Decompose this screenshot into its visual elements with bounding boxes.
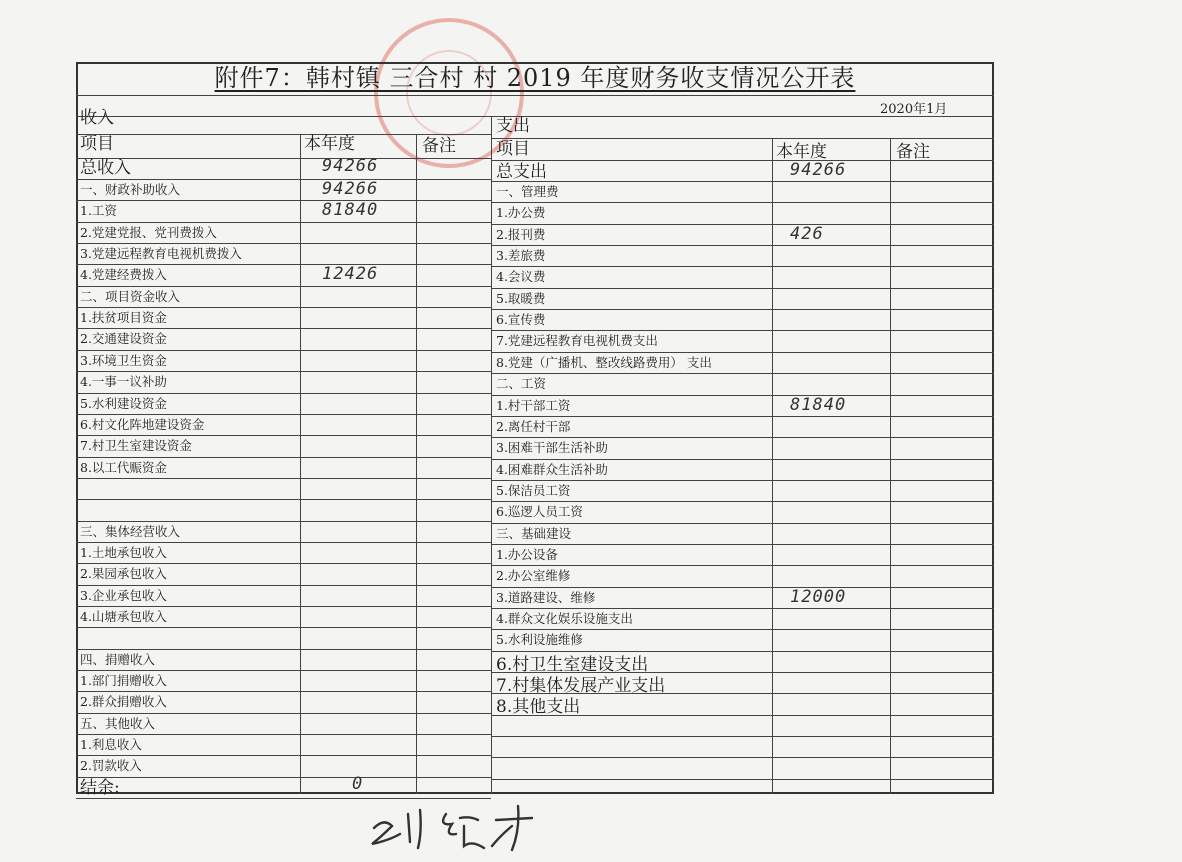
income-row-label: 一、财政补助收入 <box>80 182 181 197</box>
income-row-label: 8.以工代赈资金 <box>80 460 167 475</box>
income-row-rule <box>76 563 491 564</box>
expense-row-rule <box>491 330 994 331</box>
expense-row-rule <box>491 266 994 267</box>
expense-total-value: 94266 <box>790 160 847 180</box>
expense-row-rule <box>491 288 994 289</box>
title-rule <box>76 95 994 96</box>
income-row-label: 4.党建经费拨入 <box>80 267 167 282</box>
income-row-label: 3.企业承包收入 <box>80 588 167 603</box>
expense-col-item-header: 项目 <box>496 139 530 159</box>
expense-row-rule <box>491 736 994 737</box>
expense-row-rule <box>491 224 994 225</box>
expense-row-rule <box>491 437 994 438</box>
expense-section-label: 支出 <box>496 116 530 136</box>
income-row-rule <box>76 670 491 671</box>
income-row-rule <box>76 371 491 372</box>
expense-row-rule <box>491 416 994 417</box>
expense-row-label: 2.办公室维修 <box>496 568 571 583</box>
expense-row-label: 6.巡逻人员工资 <box>496 504 583 519</box>
income-total-value: 94266 <box>322 156 379 176</box>
expense-total-label: 总支出 <box>496 162 547 182</box>
income-header-rule <box>76 134 491 135</box>
expense-col-divider <box>772 138 773 794</box>
expense-row-value: 81840 <box>790 395 847 415</box>
expense-row-rule <box>491 459 994 460</box>
expense-row-label: 1.办公费 <box>496 205 546 220</box>
income-row-label: 1.土地承包收入 <box>80 545 167 560</box>
expense-row-rule <box>491 523 994 524</box>
income-row-rule <box>76 777 491 778</box>
handwritten-signature <box>360 796 560 856</box>
income-balance-value: 0 <box>352 774 364 794</box>
income-row-label: 5.水利建设资金 <box>80 396 167 411</box>
income-row-label: 4.山塘承包收入 <box>80 609 167 624</box>
income-row-label: 4.一事一议补助 <box>80 374 167 389</box>
expense-row-value: 426 <box>790 224 824 244</box>
income-row-rule <box>76 264 491 265</box>
expense-row-label: 5.水利设施维修 <box>496 632 583 647</box>
date-rule <box>76 116 994 117</box>
income-row-rule <box>76 499 491 500</box>
income-row-rule <box>76 457 491 458</box>
income-row-rule <box>76 307 491 308</box>
expense-row-rule <box>491 245 994 246</box>
income-row-rule <box>76 393 491 394</box>
expense-row-label: 5.取暖费 <box>496 291 546 306</box>
expense-row-rule <box>491 565 994 566</box>
expense-row-rule <box>491 651 994 652</box>
expense-row-label: 8.其他支出 <box>496 697 581 717</box>
income-row-rule <box>76 691 491 692</box>
expense-row-label: 二、工资 <box>496 376 547 391</box>
income-row-value: 81840 <box>322 200 379 220</box>
expense-row-label: 三、基础建设 <box>496 526 572 541</box>
income-row-rule <box>76 606 491 607</box>
income-row-label: 五、其他收入 <box>80 716 156 731</box>
income-col-divider <box>416 134 417 794</box>
income-col-item-header: 项目 <box>80 134 114 154</box>
expense-row-label: 5.保洁员工资 <box>496 483 571 498</box>
income-row-label: 三、集体经营收入 <box>80 524 181 539</box>
income-row-label: 1.扶贫项目资金 <box>80 310 167 325</box>
expense-row-label: 8.党建（广播机、整改线路费用） 支出 <box>496 355 712 370</box>
expense-row-label: 4.困难群众生活补助 <box>496 462 608 477</box>
income-row-label: 2.党建党报、党刊费拨入 <box>80 225 217 240</box>
income-row-rule <box>76 542 491 543</box>
income-row-label: 1.部门捐赠收入 <box>80 673 167 688</box>
income-row-rule <box>76 521 491 522</box>
income-row-rule <box>76 585 491 586</box>
income-row-label: 2.群众捐赠收入 <box>80 694 167 709</box>
income-row-rule <box>76 414 491 415</box>
income-row-value: 12426 <box>322 264 379 284</box>
income-row-label: 2.交通建设资金 <box>80 331 167 346</box>
expense-row-label: 6.村卫生室建设支出 <box>496 655 649 675</box>
income-row-rule <box>76 755 491 756</box>
income-row-label: 3.环境卫生资金 <box>80 353 167 368</box>
expense-row-rule <box>491 501 994 502</box>
income-row-rule <box>76 222 491 223</box>
expense-section-rule <box>491 138 994 139</box>
income-section-label: 收入 <box>80 108 114 128</box>
income-row-label: 二、项目资金收入 <box>80 289 181 304</box>
expense-row-rule <box>491 352 994 353</box>
income-column-rule <box>76 158 491 159</box>
document-title: 附件7：韩村镇 三合村 村 2019 年度财务收支情况公开表 <box>214 64 856 92</box>
expense-row-label: 4.会议费 <box>496 269 546 284</box>
expense-row-rule <box>491 608 994 609</box>
income-col-note-header: 备注 <box>422 136 456 156</box>
income-row-rule <box>76 649 491 650</box>
income-row-rule <box>76 627 491 628</box>
report-date: 2020年1月 <box>880 102 948 117</box>
expense-row-label: 7.党建远程教育电视机费支出 <box>496 333 658 348</box>
expense-row-rule <box>491 544 994 545</box>
income-row-rule <box>76 435 491 436</box>
expense-row-label: 2.离任村干部 <box>496 419 571 434</box>
income-row-label: 四、捐赠收入 <box>80 652 156 667</box>
expense-row-label: 3.道路建设、维修 <box>496 590 596 605</box>
income-row-rule <box>76 286 491 287</box>
income-row-label: 2.果园承包收入 <box>80 566 167 581</box>
income-row-rule <box>76 713 491 714</box>
income-row-rule <box>76 734 491 735</box>
income-row-rule <box>76 200 491 201</box>
expense-row-rule <box>491 480 994 481</box>
expense-row-label: 3.困难干部生活补助 <box>496 440 608 455</box>
income-total-label: 总收入 <box>80 158 131 178</box>
expense-row-rule <box>491 587 994 588</box>
expense-row-label: 7.村集体发展产业支出 <box>496 676 666 696</box>
expense-row-label: 2.报刊费 <box>496 227 546 242</box>
expense-col-divider <box>890 138 891 794</box>
income-col-year-header: 本年度 <box>304 134 355 154</box>
expense-row-label: 一、管理费 <box>496 184 559 199</box>
income-row-label: 7.村卫生室建设资金 <box>80 438 192 453</box>
expense-row-rule <box>491 309 994 310</box>
income-balance-label: 结余: <box>80 778 120 798</box>
expense-row-rule <box>491 395 994 396</box>
income-row-label: 3.党建远程教育电视机费拨入 <box>80 246 242 261</box>
income-row-rule <box>76 179 491 180</box>
expense-row-rule <box>491 757 994 758</box>
expense-row-label: 4.群众文化娱乐设施支出 <box>496 611 633 626</box>
expense-row-label: 1.村干部工资 <box>496 398 571 413</box>
income-row-value: 94266 <box>322 179 379 199</box>
income-row-label: 1.工资 <box>80 203 117 218</box>
income-row-rule <box>76 350 491 351</box>
expense-row-label: 3.差旅费 <box>496 248 546 263</box>
income-row-label: 2.罚款收入 <box>80 758 142 773</box>
income-row-rule <box>76 478 491 479</box>
income-row-label: 1.利息收入 <box>80 737 142 752</box>
income-col-divider <box>300 134 301 794</box>
expense-row-rule <box>491 373 994 374</box>
income-row-rule <box>76 328 491 329</box>
income-row-rule <box>76 243 491 244</box>
income-row-label: 6.村文化阵地建设资金 <box>80 417 205 432</box>
expense-row-rule <box>491 181 994 182</box>
expense-row-rule <box>491 629 994 630</box>
expense-row-rule <box>491 202 994 203</box>
expense-col-year-header: 本年度 <box>776 142 827 162</box>
expense-row-label: 6.宣传费 <box>496 312 546 327</box>
expense-row-rule <box>491 779 994 780</box>
expense-row-value: 12000 <box>790 587 847 607</box>
expense-row-label: 1.办公设备 <box>496 547 558 562</box>
expense-col-note-header: 备注 <box>896 142 930 162</box>
